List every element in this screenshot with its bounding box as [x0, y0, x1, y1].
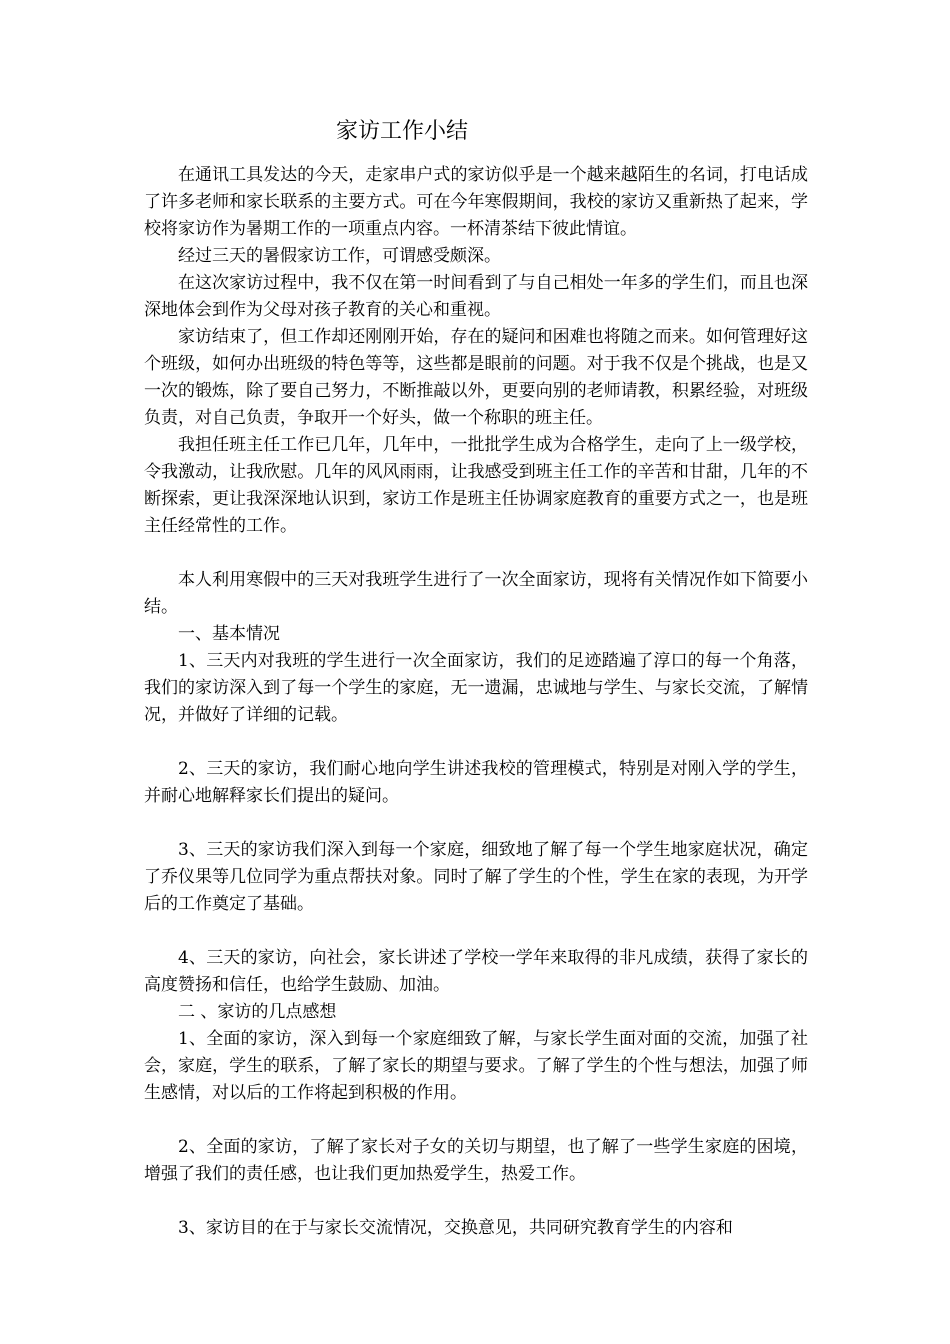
list-item-basic-3: 3、三天的家访我们深入到每一个家庭，细致地了解了每一个学生地家庭状况，确定了乔仪果等几位同学为重点帮扶对象。同时了解了学生的个性，学生在家的表现，为开学后的工作奠定了基础。	[144, 840, 808, 914]
list-item-basic-1: 1、三天内对我班的学生进行一次全面家访，我们的足迹踏遍了淳口的每一个角落，我们的家访深入到了每一个学生的家庭，无一遗漏，忠诚地与学生、与家长交流，了解情况，并做好了详细的记载。	[144, 651, 808, 725]
paragraph-summary-intro: 本人利用寒假中的三天对我班学生进行了一次全面家访，现将有关情况作如下简要小结。	[144, 570, 808, 617]
document-title: 家访工作小结	[336, 119, 469, 144]
paragraph-after-visit: 家访结束了，但工作却还刚刚开始，存在的疑问和困难也将随之而来。如何管理好这个班级，如何办出班级的特色等等，这些都是眼前的问题。对于我不仅是个挑战，也是又一次的锻炼，除了要自己努力，不断推敲以外，更要向别的老师请教，积累经验，对班级负责，对自己负责，争取开一个好头，做一个称职的班主任。	[144, 327, 808, 428]
blank-line	[144, 1107, 808, 1134]
blank-line	[144, 540, 808, 567]
section-heading-thoughts: 二 、家访的几点感想	[178, 1002, 337, 1022]
list-item-thoughts-1: 1、全面的家访，深入到每一个家庭细致了解，与家长学生面对面的交流，加强了社会，家庭，学生的联系，了解了家长的期望与要求。了解了学生的个性与想法，加强了师生感情，对以后的工作将起到积极的作用。	[144, 1029, 808, 1103]
list-item-thoughts-3: 3、家访目的在于与家长交流情况，交换意见，共同研究教育学生的内容和	[178, 1218, 733, 1238]
blank-line	[144, 918, 808, 945]
blank-line	[144, 729, 808, 756]
list-item-basic-4: 4、三天的家访，向社会，家长讲述了学校一学年来取得的非凡成绩，获得了家长的高度赞扬和信任，也给学生鼓励、加油。	[144, 948, 808, 995]
document-body	[144, 162, 808, 1242]
blank-line	[144, 1188, 808, 1215]
list-item-basic-2: 2、三天的家访，我们耐心地向学生讲述我校的管理模式，特别是对刚入学的学生，并耐心地解释家长们提出的疑问。	[144, 759, 808, 806]
list-item-thoughts-2: 2、全面的家访，了解了家长对子女的关切与期望，也了解了一些学生家庭的困境，增强了我们的责任感，也让我们更加热爱学生，热爱工作。	[144, 1137, 808, 1184]
blank-line	[144, 810, 808, 837]
paragraph-experience: 我担任班主任工作已几年，几年中，一批批学生成为合格学生，走向了上一级学校，令我激动，让我欣慰。几年的风风雨雨，让我感受到班主任工作的辛苦和甘甜，几年的不断探索，更让我深深地认识到，家访工作是班主任协调家庭教育的重要方式之一，也是班主任经常性的工作。	[144, 435, 808, 536]
paragraph-process: 在这次家访过程中，我不仅在第一时间看到了与自己相处一年多的学生们，而且也深深地体会到作为父母对孩子教育的关心和重视。	[144, 273, 808, 320]
paragraph-intro: 在通讯工具发达的今天，走家串户式的家访似乎是一个越来越陌生的名词，打电话成了许多老师和家长联系的主要方式。可在今年寒假期间，我校的家访又重新热了起来，学校将家访作为暑期工作的一项重点内容。一杯清茶结下彼此情谊。	[144, 165, 808, 239]
paragraph-feeling: 经过三天的暑假家访工作，可谓感受颇深。	[178, 246, 501, 266]
section-heading-basic: 一、基本情况	[178, 624, 280, 644]
